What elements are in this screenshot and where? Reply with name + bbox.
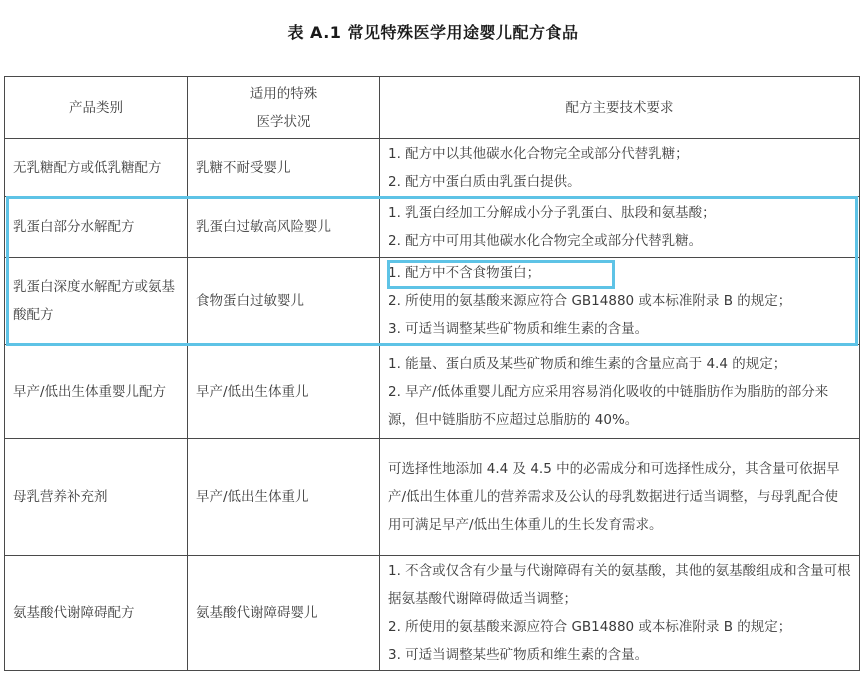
table-row — [5, 439, 860, 556]
requirement-item: 1. 配方中不含食物蛋白； — [388, 265, 541, 281]
cell-category: 早产/低出生体重婴儿配方 — [5, 345, 188, 439]
table-row — [5, 345, 860, 439]
cell-requirements — [380, 439, 860, 556]
cell-category: 乳蛋白部分水解配方 — [5, 197, 188, 258]
table-row — [5, 556, 860, 671]
cell-category: 乳蛋白深度水解配方或氨基酸配方 — [5, 258, 188, 345]
header-condition — [188, 77, 380, 139]
cell-condition: 乳糖不耐受婴儿 — [188, 139, 380, 197]
requirement-item: 1. 乳蛋白经加工分解成小分子乳蛋白、肽段和氨基酸； — [388, 205, 716, 221]
cell-requirements — [380, 556, 860, 671]
cell-category: 氨基酸代谢障碍配方 — [5, 556, 188, 671]
header-condition-line2: 医学状况 — [256, 113, 311, 130]
cell-requirements — [380, 139, 860, 197]
table-title: 表 A.1 常见特殊医学用途婴儿配方食品 — [287, 23, 579, 42]
requirement-item: 2. 所使用的氨基酸来源应符合 GB14880 或本标准附录 B 的规定； — [388, 619, 792, 635]
header-condition-line1: 适用的特殊 — [249, 85, 318, 102]
formula-table — [4, 76, 860, 671]
table-header-row — [5, 77, 860, 139]
requirement-item: 3. 可适当调整某些矿物质和维生素的含量。 — [388, 647, 649, 663]
cell-condition: 乳蛋白过敏高风险婴儿 — [188, 197, 380, 258]
requirement-item: 1. 不含或仅含有少量与代谢障碍有关的氨基酸，其他的氨基酸组成和含量可根据氨基酸代谢障碍做适当调整； — [388, 563, 851, 607]
requirement-item: 2. 早产/低体重婴儿配方应采用容易消化吸收的中链脂肪作为脂肪的部分来源，但中链脂肪不应超过总脂肪的 40%。 — [388, 383, 829, 428]
requirement-item: 2. 配方中蛋白质由乳蛋白提供。 — [388, 173, 581, 190]
cell-condition: 食物蛋白过敏婴儿 — [188, 258, 380, 345]
requirement-item: 2. 所使用的氨基酸来源应符合 GB14880 或本标准附录 B 的规定； — [388, 293, 792, 309]
cell-requirements — [380, 258, 860, 345]
cell-category: 母乳营养补充剂 — [5, 439, 188, 556]
cell-category: 无乳糖配方或低乳糖配方 — [5, 139, 188, 197]
cell-condition: 氨基酸代谢障碍婴儿 — [188, 556, 380, 671]
requirement-item: 1. 配方中以其他碳水化合物完全或部分代替乳糖； — [388, 145, 689, 162]
requirement-item: 可选择性地添加 4.4 及 4.5 中的必需成分和可选择性成分，其含量可依据早产/低出生体重儿的营养需求及公认的母乳数据进行适当调整，与母乳配合使用可满足早产/低出生体重儿的生长发育需求。 — [388, 461, 840, 533]
header-category: 产品类别 — [5, 77, 188, 139]
requirement-item: 1. 能量、蛋白质及某些矿物质和维生素的含量应高于 4.4 的规定； — [388, 355, 787, 372]
table-row — [5, 197, 860, 258]
requirement-item: 2. 配方中可用其他碳水化合物完全或部分代替乳糖。 — [388, 233, 703, 249]
table-row — [5, 139, 860, 197]
requirement-item: 3. 可适当调整某些矿物质和维生素的含量。 — [388, 321, 649, 337]
cell-requirements — [380, 345, 860, 439]
cell-requirements — [380, 197, 860, 258]
cell-condition: 早产/低出生体重儿 — [188, 345, 380, 439]
table-row — [5, 258, 860, 345]
header-requirements: 配方主要技术要求 — [380, 77, 860, 139]
cell-condition: 早产/低出生体重儿 — [188, 439, 380, 556]
